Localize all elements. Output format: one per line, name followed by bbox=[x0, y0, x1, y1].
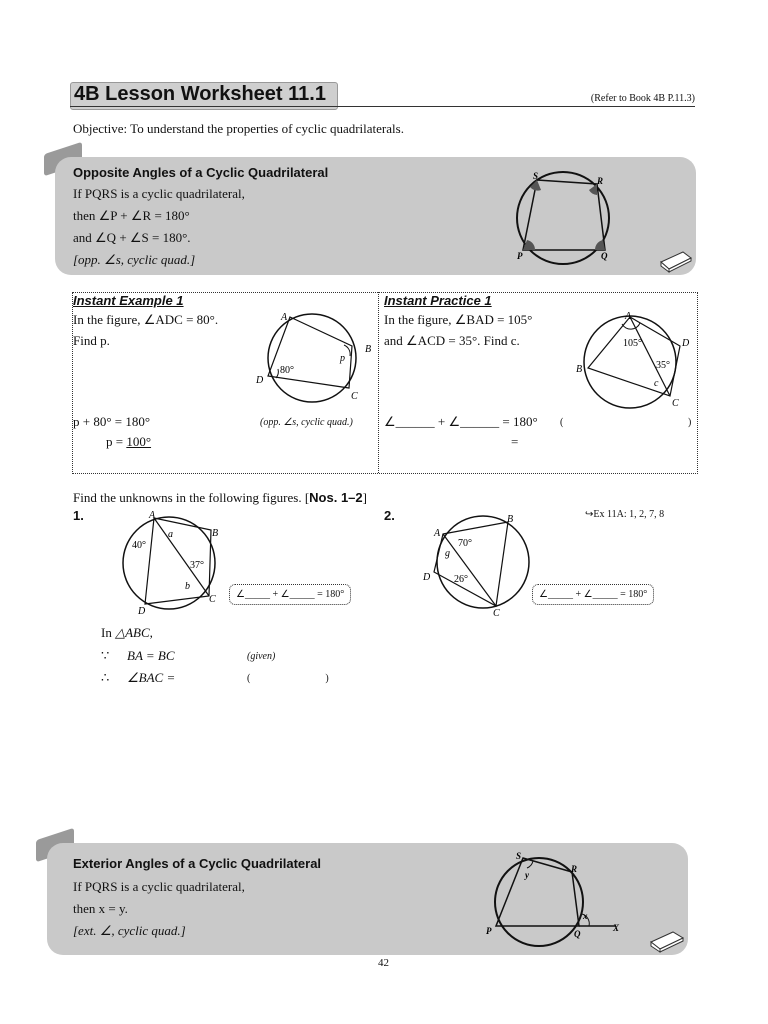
exercises-intro bbox=[73, 487, 367, 509]
q2-label-g: g bbox=[445, 548, 450, 559]
example-working-2-prefix: p = bbox=[106, 434, 127, 449]
instant-example-title: Instant Example 1 bbox=[73, 293, 184, 308]
exercises-intro-text: Find the unknowns in the following figures. [ bbox=[73, 490, 310, 505]
fig2-label-q: Q bbox=[574, 929, 581, 939]
section1-figure bbox=[505, 168, 620, 268]
q2-label-d: D bbox=[423, 572, 431, 583]
q1-number: 1. bbox=[73, 508, 84, 523]
section2-line-3: [ext. ∠, cyclic quad.] bbox=[73, 923, 186, 938]
q1-figure bbox=[112, 508, 232, 618]
pencil-eraser-icon bbox=[658, 244, 694, 274]
q2-label-c: C bbox=[493, 608, 500, 618]
q1-label-37: 37° bbox=[190, 560, 204, 571]
q1-step-2-reason: (given) bbox=[247, 651, 276, 662]
section1-title: Opposite Angles of a Cyclic Quadrilateral bbox=[73, 165, 329, 180]
q1-label-40: 40° bbox=[132, 540, 146, 551]
pencil-eraser-icon-2 bbox=[648, 924, 686, 954]
ex-label-80: 80° bbox=[280, 365, 294, 376]
pr-label-35: 35° bbox=[656, 360, 670, 371]
ex-label-d: D bbox=[256, 375, 264, 386]
section2-line-1: If PQRS is a cyclic quadrilateral, bbox=[73, 879, 245, 894]
section1-line-2: then ∠P + ∠R = 180° bbox=[73, 208, 190, 223]
exercise-reference-text: Ex 11A: 1, 2, 7, 8 bbox=[593, 509, 665, 520]
q2-label-b: B bbox=[507, 514, 514, 525]
example-line-1: In the figure, ∠ADC = 80°. bbox=[73, 312, 219, 327]
instant-practice-title: Instant Practice 1 bbox=[384, 293, 492, 308]
fig2-label-s: S bbox=[516, 851, 522, 861]
q1-step-2-text: BA = BC bbox=[127, 648, 175, 663]
exercise-reference bbox=[585, 509, 664, 520]
pr-label-105: 105° bbox=[623, 338, 642, 349]
exercises-intro-end: ] bbox=[362, 490, 367, 505]
objective-text: Objective: To understand the properties of cyclic quadrilaterals. bbox=[73, 121, 404, 136]
practice-equals: = bbox=[511, 434, 519, 449]
pr-label-b: B bbox=[576, 364, 583, 375]
fig1-label-p: P bbox=[517, 251, 523, 261]
q1-label-c: C bbox=[209, 594, 216, 605]
q1-label-a-angle: a bbox=[168, 529, 173, 540]
q2-label-26: 26° bbox=[454, 574, 468, 585]
q1-label-b: B bbox=[212, 528, 219, 539]
q2-label-a: A bbox=[434, 528, 441, 539]
practice-open-paren: ( bbox=[560, 417, 564, 428]
fig2-label-y: y bbox=[525, 870, 529, 880]
worksheet-title: 4B Lesson Worksheet 11.1 bbox=[74, 83, 326, 105]
fig1-label-q: Q bbox=[601, 251, 608, 261]
pr-label-a: A bbox=[625, 311, 632, 322]
q1-label-a: A bbox=[149, 510, 156, 521]
q2-number: 2. bbox=[384, 508, 395, 523]
q1-label-b-angle: b bbox=[185, 581, 190, 592]
ex-label-c: C bbox=[351, 391, 358, 402]
q1-formula-hint: ∠_____ + ∠_____ = 180° bbox=[229, 584, 351, 605]
practice-figure bbox=[570, 308, 696, 412]
section1-line-4: [opp. ∠s, cyclic quad.] bbox=[73, 252, 196, 267]
exercises-intro-nos: Nos. 1–2 bbox=[309, 490, 363, 505]
example-working-1: p + 80° = 180° bbox=[73, 414, 151, 429]
practice-line-2: and ∠ACD = 35°. Find c. bbox=[384, 333, 520, 348]
q2-figure bbox=[418, 510, 540, 618]
practice-working-1: ∠______ + ∠______ = 180° bbox=[384, 414, 538, 429]
q1-step-1 bbox=[101, 622, 153, 644]
fig2-label-x-point: X bbox=[613, 923, 620, 933]
ex-label-b: B bbox=[365, 344, 372, 355]
arrow-icon: ↪ bbox=[585, 509, 594, 520]
section2-line-2: then x = y. bbox=[73, 901, 128, 916]
pr-label-c-angle: c bbox=[654, 378, 659, 389]
book-reference: (Refer to Book 4B P.11.3) bbox=[590, 93, 695, 104]
section1-line-1: If PQRS is a cyclic quadrilateral, bbox=[73, 186, 245, 201]
example-divider bbox=[378, 292, 379, 473]
fig1-label-s: S bbox=[533, 171, 539, 181]
q1-step-3-reason: ( ) bbox=[247, 673, 329, 684]
example-figure bbox=[252, 308, 377, 406]
q1-step-1-text: △ABC, bbox=[115, 625, 153, 640]
practice-close-paren: ) bbox=[688, 417, 692, 428]
q1-label-d: D bbox=[138, 606, 146, 617]
practice-line-1: In the figure, ∠BAD = 105° bbox=[384, 312, 533, 327]
pr-label-d: D bbox=[682, 338, 690, 349]
example-answer: 100° bbox=[126, 434, 152, 449]
title-underline bbox=[70, 106, 695, 107]
ex-label-a: A bbox=[281, 312, 288, 323]
section2-title: Exterior Angles of a Cyclic Quadrilateral bbox=[73, 856, 322, 871]
section1-line-3: and ∠Q + ∠S = 180°. bbox=[73, 230, 191, 245]
therefore-symbol: ∴ bbox=[101, 670, 110, 685]
q1-step-2 bbox=[101, 645, 175, 667]
fig2-label-p: P bbox=[486, 926, 492, 936]
q1-step-1-sym: In bbox=[101, 625, 112, 640]
because-symbol: ∵ bbox=[101, 648, 110, 663]
section2-figure bbox=[483, 848, 628, 948]
q1-step-3 bbox=[101, 667, 175, 689]
fig2-label-x-angle: x bbox=[583, 911, 588, 921]
ex-label-p: p bbox=[340, 353, 345, 364]
q2-formula-hint: ∠_____ + ∠_____ = 180° bbox=[532, 584, 654, 605]
fig1-label-r: R bbox=[597, 176, 604, 186]
fig2-label-r: R bbox=[571, 864, 578, 874]
q1-step-3-text: ∠BAC = bbox=[127, 670, 176, 685]
q2-label-70: 70° bbox=[458, 538, 472, 549]
example-reason-1: (opp. ∠s, cyclic quad.) bbox=[260, 417, 353, 428]
pr-label-c: C bbox=[672, 398, 679, 409]
example-line-2: Find p. bbox=[73, 333, 110, 348]
page-number: 42 bbox=[378, 957, 389, 969]
example-working-2 bbox=[106, 431, 151, 453]
